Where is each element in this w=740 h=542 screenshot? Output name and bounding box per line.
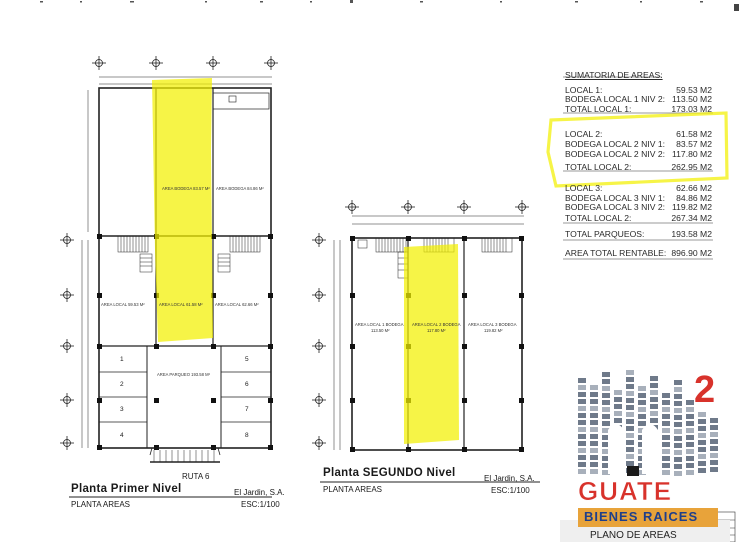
- logo-window-block: [626, 426, 634, 431]
- logo-window-block: [590, 413, 598, 418]
- logo-window-block: [686, 456, 694, 461]
- logo-window-block: [686, 421, 694, 426]
- logo-window-block: [674, 443, 682, 448]
- logo-window-block: [578, 420, 586, 425]
- logo-window-block: [674, 415, 682, 420]
- logo-window-block: [590, 406, 598, 411]
- logo-window-block: [626, 433, 634, 438]
- logo-window-block: [698, 419, 706, 424]
- logo-window-block: [614, 418, 622, 423]
- parking-number: 7: [245, 406, 249, 413]
- area-label-b2-name: AREA LOCAL 2 BODEGA: [412, 322, 461, 327]
- plan-1-title: Planta Primer Nivel: [71, 483, 182, 495]
- area-label-b1-value: 113.50 M²: [371, 328, 390, 333]
- footer-label: PLANO DE AREAS: [590, 530, 677, 541]
- logo-window-block: [686, 414, 694, 419]
- plan-1-client: El Jardin, S.A.: [234, 488, 285, 497]
- parking-number: 3: [120, 406, 124, 413]
- logo-window-block: [686, 428, 694, 433]
- parking-number: 5: [245, 356, 249, 363]
- summary-value: 83.57 M2: [676, 139, 712, 149]
- plan-2-scale: ESC:1/100: [491, 486, 530, 495]
- logo-window-block: [602, 379, 610, 384]
- logo-window-block: [674, 450, 682, 455]
- logo-window-block: [662, 400, 670, 405]
- area-label-b3-value: 119.82 M²: [484, 328, 503, 333]
- summary-label: LOCAL 3:: [565, 183, 603, 193]
- logo-window-block: [710, 453, 718, 458]
- plan-2-client: El Jardin, S.A.: [484, 474, 535, 483]
- logo-window-block: [626, 440, 634, 445]
- logo-window-block: [590, 448, 598, 453]
- logo-window-block: [662, 393, 670, 398]
- logo-window-block: [674, 401, 682, 406]
- logo-window-block: [662, 442, 670, 447]
- summary-header: SUMATORIA DE AREAS:: [565, 70, 663, 80]
- summary-value: 117.80 M2: [672, 149, 712, 159]
- logo-window-block: [590, 427, 598, 432]
- axis-markers-top-2: [345, 200, 529, 214]
- summary-value: 84.86 M2: [676, 193, 712, 203]
- logo-window-block: [626, 454, 634, 459]
- plan-2-title: Planta SEGUNDO Nivel: [323, 467, 456, 479]
- logo-window-block: [662, 421, 670, 426]
- logo-brand: GUATE: [578, 476, 673, 506]
- summary-label: TOTAL PARQUEOS:: [565, 229, 645, 239]
- logo-window-block: [662, 470, 670, 475]
- logo-window-block: [578, 441, 586, 446]
- summary-label: AREA TOTAL RENTABLE:: [565, 248, 667, 258]
- logo-window-block: [626, 384, 634, 389]
- summary-value: 113.50 M2: [672, 94, 712, 104]
- logo-window-block: [590, 441, 598, 446]
- summary-label: BODEGA LOCAL 3 NIV 1:: [565, 193, 665, 203]
- plan-1-subtitle: PLANTA AREAS: [71, 500, 130, 509]
- logo-window-block: [638, 421, 646, 426]
- logo-window-block: [710, 467, 718, 472]
- logo-window-block: [590, 469, 598, 474]
- logo-window-block: [614, 397, 622, 402]
- area-label-parqueo: AREA PARQUEO 193.58 M²: [157, 372, 210, 377]
- summary-value: 61.58 M2: [676, 129, 712, 139]
- axis-markers-left-2: [312, 233, 326, 450]
- logo-window-block: [662, 435, 670, 440]
- area-label-local3: AREA LOCAL 62.66 M²: [215, 302, 259, 307]
- logo-window-block: [698, 447, 706, 452]
- logo-window-block: [686, 407, 694, 412]
- logo-window-block: [602, 414, 610, 419]
- parking-number: 8: [245, 432, 249, 439]
- logo-window-block: [710, 460, 718, 465]
- summary-value: 119.82 M2: [672, 202, 712, 212]
- axis-markers-left: [60, 233, 74, 450]
- logo-window-block: [590, 434, 598, 439]
- logo-window-block: [662, 456, 670, 461]
- logo-window-block: [614, 390, 622, 395]
- logo-window-block: [650, 390, 658, 395]
- logo-window-block: [674, 471, 682, 476]
- summary-label: BODEGA LOCAL 2 NIV 2:: [565, 149, 665, 159]
- logo-window-block: [626, 419, 634, 424]
- logo-window-block: [650, 383, 658, 388]
- logo-window-block: [650, 397, 658, 402]
- logo-window-block: [674, 429, 682, 434]
- logo-window-block: [626, 412, 634, 417]
- logo-window-block: [614, 404, 622, 409]
- logo-window-block: [698, 412, 706, 417]
- logo-window-block: [602, 400, 610, 405]
- logo-window-block: [578, 392, 586, 397]
- logo-window-block: [662, 407, 670, 412]
- logo-window-block: [674, 380, 682, 385]
- logo-window-block: [614, 411, 622, 416]
- logo-window-block: [638, 400, 646, 405]
- logo-window-block: [590, 399, 598, 404]
- logo-window-block: [602, 386, 610, 391]
- logo-window-block: [626, 377, 634, 382]
- logo-window-block: [674, 394, 682, 399]
- summary-value: 896.90 M2: [671, 248, 712, 258]
- logo-window-block: [578, 427, 586, 432]
- logo-window-block: [590, 385, 598, 390]
- logo-window-block: [674, 387, 682, 392]
- logo-window-block: [602, 421, 610, 426]
- logo-window-block: [710, 439, 718, 444]
- logo-window-block: [686, 400, 694, 405]
- logo-window-block: [710, 425, 718, 430]
- parking-number: 4: [120, 432, 124, 439]
- logo-window-block: [578, 455, 586, 460]
- logo-window-block: [686, 463, 694, 468]
- area-label-bodega-left: AREA BODEGA 83.57 M²: [162, 186, 210, 191]
- logo-window-block: [590, 462, 598, 467]
- logo-window-block: [650, 376, 658, 381]
- logo-window-block: [650, 404, 658, 409]
- logo-window-block: [638, 407, 646, 412]
- logo-window-block: [698, 433, 706, 438]
- logo-window-block: [638, 414, 646, 419]
- summary-label: BODEGA LOCAL 3 NIV 2:: [565, 202, 665, 212]
- plan-1-scale: ESC:1/100: [241, 500, 280, 509]
- summary-value: 59.53 M2: [676, 85, 712, 95]
- logo-window-block: [674, 436, 682, 441]
- logo-window-block: [686, 435, 694, 440]
- logo-window-block: [578, 434, 586, 439]
- summary-value: 193.58 M2: [671, 229, 712, 239]
- logo-window-block: [698, 440, 706, 445]
- area-label-bodega-right: AREA BODEGA 84.86 M²: [216, 186, 264, 191]
- logo-window-block: [602, 393, 610, 398]
- logo-window-block: [626, 370, 634, 375]
- summary-label: BODEGA LOCAL 2 NIV 1:: [565, 139, 665, 149]
- logo-window-block: [698, 468, 706, 473]
- logo-window-block: [602, 407, 610, 412]
- logo-window-block: [650, 418, 658, 423]
- logo-window-block: [638, 393, 646, 398]
- area-label-local1: AREA LOCAL 59.53 M²: [101, 302, 145, 307]
- logo-window-block: [590, 420, 598, 425]
- logo-window-block: [626, 391, 634, 396]
- summary-label: LOCAL 2:: [565, 129, 603, 139]
- logo-window-block: [626, 447, 634, 452]
- logo-window-block: [578, 385, 586, 390]
- highlight-stripe-plan2: [404, 244, 459, 444]
- top-scan-marks: [40, 0, 739, 11]
- logo-window-block: [674, 464, 682, 469]
- logo-window-block: [674, 408, 682, 413]
- logo-window-block: [626, 461, 634, 466]
- summary-label: BODEGA LOCAL 1 NIV 2:: [565, 94, 665, 104]
- logo-window-block: [686, 449, 694, 454]
- summary-label: TOTAL LOCAL 1:: [565, 104, 632, 114]
- logo-window-block: [578, 406, 586, 411]
- summary-value: 173.03 M2: [671, 104, 712, 114]
- parking-number: 1: [120, 356, 124, 363]
- summary-value: 62.66 M2: [676, 183, 712, 193]
- logo-window-block: [698, 461, 706, 466]
- logo-window-block: [650, 411, 658, 416]
- logo-window-block: [710, 432, 718, 437]
- logo-window-block: [578, 448, 586, 453]
- logo-window-block: [626, 398, 634, 403]
- logo-window-block: [578, 413, 586, 418]
- street-label: RUTA 6: [182, 472, 210, 481]
- axis-markers-top: [92, 56, 278, 70]
- logo-window-block: [626, 405, 634, 410]
- logo-window-block: [662, 463, 670, 468]
- area-label-b3-name: AREA LOCAL 3 BODEGA: [468, 322, 517, 327]
- summary-label: TOTAL LOCAL 2:: [565, 213, 632, 223]
- logo-window-block: [578, 378, 586, 383]
- area-label-local2: AREA LOCAL 61.58 M²: [159, 302, 203, 307]
- logo-window-block: [710, 446, 718, 451]
- parking-number: 2: [120, 381, 124, 388]
- area-label-b1-name: AREA LOCAL 1 BODEGA: [355, 322, 404, 327]
- logo-window-block: [638, 386, 646, 391]
- summary-value: 262.95 M2: [671, 162, 712, 172]
- logo-window-block: [578, 399, 586, 404]
- logo-window-block: [710, 418, 718, 423]
- logo-window-block: [578, 469, 586, 474]
- parking-number: 6: [245, 381, 249, 388]
- logo-window-block: [698, 454, 706, 459]
- logo-tagline: BIENES RAICES: [584, 509, 699, 524]
- logo-window-block: [578, 462, 586, 467]
- summary-label: TOTAL LOCAL 2:: [565, 162, 632, 172]
- logo-window-block: [686, 442, 694, 447]
- logo-window-block: [662, 414, 670, 419]
- logo-window-block: [698, 426, 706, 431]
- plan-2-subtitle: PLANTA AREAS: [323, 485, 382, 494]
- logo-window-block: [590, 392, 598, 397]
- logo-window-block: [662, 449, 670, 454]
- logo-window-block: [590, 455, 598, 460]
- logo-window-block: [674, 457, 682, 462]
- logo-window-block: [602, 372, 610, 377]
- summary-value: 267.34 M2: [671, 213, 712, 223]
- logo-window-block: [662, 428, 670, 433]
- area-label-b2-value: 117.80 M²: [427, 328, 446, 333]
- logo-door-icon: [627, 466, 639, 476]
- summary-label: LOCAL 1:: [565, 85, 603, 95]
- logo-window-block: [686, 470, 694, 475]
- logo-number: 2: [694, 369, 716, 411]
- logo-window-block: [674, 422, 682, 427]
